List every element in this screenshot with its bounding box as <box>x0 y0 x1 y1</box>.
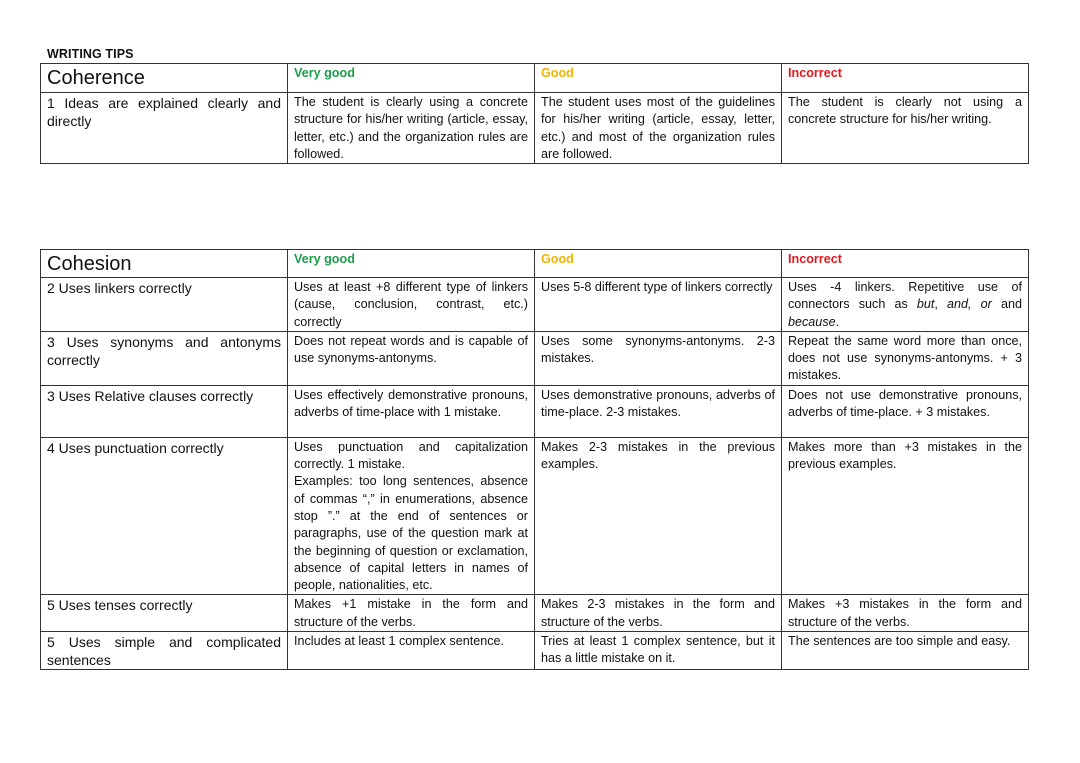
table-row <box>41 93 1029 164</box>
separator-text: , <box>934 297 948 312</box>
coherence-header-row <box>41 64 1029 93</box>
good-cell: The student uses most of the guidelines for his/her writing (article, essay, letter, etc.) and most of the organization rules are followed. <box>535 93 782 164</box>
incorrect-text: Uses -4 linkers. Repetitive use of connectors such as <box>788 280 1022 312</box>
table-row <box>41 331 1029 385</box>
good-cell: Uses some synonyms-antonyms. 2-3 mistakes. <box>535 331 782 385</box>
very-good-text: Uses punctuation and capitalization correctly. 1 mistake. <box>294 439 528 472</box>
very-good-cell: Makes +1 mistake in the form and structure of the verbs. <box>288 595 535 632</box>
criterion-cell: 3 Uses synonyms and antonyms correctly <box>41 331 288 385</box>
connector-and: and, <box>947 297 972 312</box>
level-good-label: Good <box>541 252 574 266</box>
level-very-good-label: Very good <box>294 252 355 266</box>
table-row <box>41 632 1029 670</box>
very-good-cell: Uses at least +8 different type of linkers (cause, conclusion, contrast, etc.) correctly <box>288 278 535 332</box>
table-row <box>41 278 1029 332</box>
connector-but: but <box>916 297 935 312</box>
good-cell: Makes 2-3 mistakes in the previous examples. <box>535 437 782 595</box>
cohesion-header-row <box>41 250 1029 278</box>
very-good-cell: Uses effectively demonstrative pronouns, adverbs of time-place with 1 mistake. <box>288 385 535 437</box>
criterion-cell: 2 Uses linkers correctly <box>41 278 288 332</box>
incorrect-cell: The sentences are too simple and easy. <box>782 632 1029 670</box>
level-incorrect-label: Incorrect <box>788 252 842 266</box>
incorrect-cell: Does not use demonstrative pronouns, adverbs of time-place. + 3 mistakes. <box>782 385 1029 437</box>
coherence-title: Coherence <box>47 67 145 89</box>
coherence-level-good-cell <box>535 64 782 93</box>
separator-text <box>972 297 981 311</box>
separator-text: and <box>991 297 1022 312</box>
criterion-cell: 3 Uses Relative clauses correctly <box>41 385 288 437</box>
criterion-cell: 5 Uses simple and complicated sentences <box>41 632 288 670</box>
cohesion-section-title-cell <box>41 250 288 278</box>
cohesion-level-incorrect-cell <box>782 250 1029 278</box>
cohesion-level-very-good-cell <box>288 250 535 278</box>
level-good-label: Good <box>541 66 574 80</box>
coherence-level-incorrect-cell <box>782 64 1029 93</box>
level-incorrect-label: Incorrect <box>788 66 842 80</box>
coherence-table <box>40 63 1029 164</box>
incorrect-cell: Repeat the same word more than once, does not use synonyms-antonyms. + 3 mistakes. <box>782 331 1029 385</box>
criterion-cell: 5 Uses tenses correctly <box>41 595 288 632</box>
criterion-cell: 1 Ideas are explained clearly and directly <box>41 93 288 164</box>
level-very-good-label: Very good <box>294 66 355 80</box>
table-row <box>41 385 1029 437</box>
document-title: WRITING TIPS <box>47 47 134 61</box>
punctuation-examples-text: Examples: too long sentences, absence of commas “,” in enumerations, absence stop ”.” at the end of sentences or paragraphs, use of the question mark at the beginning of question or exclamation, absence of capital letters in names of people, nationalities, etc. <box>294 474 528 593</box>
table-row <box>41 595 1029 632</box>
good-cell: Makes 2-3 mistakes in the form and structure of the verbs. <box>535 595 782 632</box>
good-cell: Tries at least 1 complex sentence, but it has a little mistake on it. <box>535 632 782 670</box>
coherence-level-very-good-cell <box>288 64 535 93</box>
good-cell: Uses demonstrative pronouns, adverbs of time-place. 2-3 mistakes. <box>535 385 782 437</box>
table-row <box>41 437 1029 595</box>
connector-because: because <box>788 314 836 329</box>
very-good-cell: Does not repeat words and is capable of use synonyms-antonyms. <box>288 331 535 385</box>
very-good-cell: Includes at least 1 complex sentence. <box>288 632 535 670</box>
cohesion-level-good-cell <box>535 250 782 278</box>
criterion-cell: 4 Uses punctuation correctly <box>41 437 288 595</box>
cohesion-title: Cohesion <box>47 253 132 275</box>
very-good-cell <box>288 437 535 595</box>
coherence-section-title-cell <box>41 64 288 93</box>
incorrect-cell: The student is clearly not using a concrete structure for his/her writing. <box>782 93 1029 164</box>
incorrect-cell: Makes more than +3 mistakes in the previous examples. <box>782 437 1029 595</box>
incorrect-cell <box>782 278 1029 332</box>
cohesion-table <box>40 249 1029 670</box>
good-cell: Uses 5-8 different type of linkers correctly <box>535 278 782 332</box>
very-good-cell: The student is clearly using a concrete structure for his/her writing (article, essay, letter, etc.) and the organization rules are followed. <box>288 93 535 164</box>
connector-or: or <box>980 297 992 312</box>
period-text: . <box>835 314 840 329</box>
incorrect-cell: Makes +3 mistakes in the form and structure of the verbs. <box>782 595 1029 632</box>
